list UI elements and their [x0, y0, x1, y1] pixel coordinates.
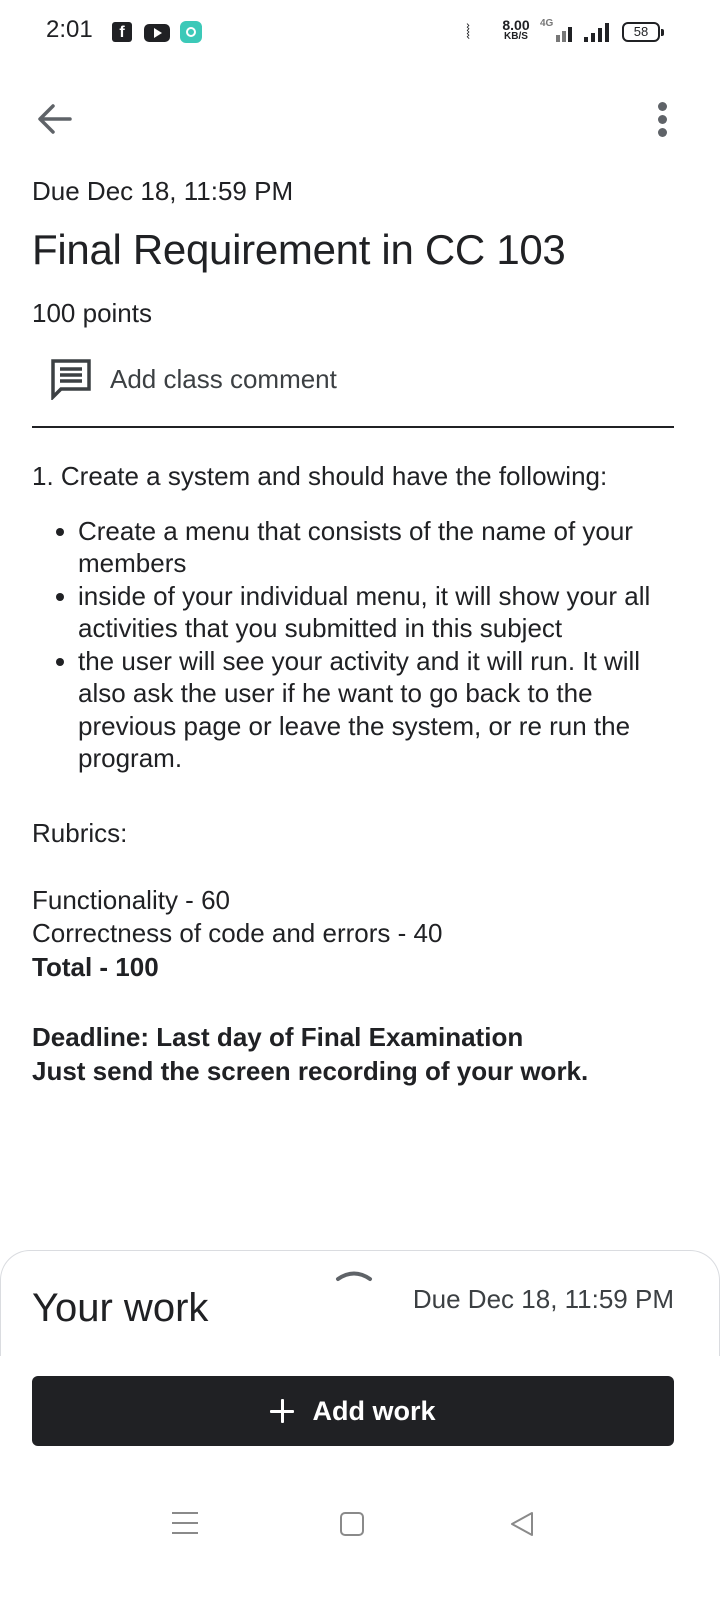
your-work-due: Due Dec 18, 11:59 PM: [412, 1284, 674, 1314]
recent-apps-button[interactable]: [172, 1510, 198, 1536]
list-item: inside of your individual menu, it will show your all activities that you submitted in this subject: [50, 580, 692, 645]
more-options-button[interactable]: [646, 96, 680, 142]
back-button[interactable]: [30, 96, 80, 142]
network-speed: [498, 18, 534, 42]
divider: [32, 426, 674, 428]
rubric-line: Correctness of code and errors - 40: [32, 918, 443, 948]
add-work-label: Add work: [312, 1395, 436, 1426]
rubric-total: Total - 100: [32, 952, 159, 982]
instruction-line: Just send the screen recording of your work.: [32, 1056, 589, 1086]
rubric-line: Functionality - 60: [32, 885, 230, 915]
facebook-icon: f: [112, 22, 132, 42]
add-class-comment-button[interactable]: [32, 352, 674, 410]
signal-icon: [550, 22, 576, 42]
deadline-line: Deadline: Last day of Final Examination: [32, 1022, 524, 1052]
status-time: 2:01: [46, 16, 93, 43]
rubric-lines: [32, 884, 442, 950]
points: 100 points: [32, 298, 152, 328]
network-speed-unit: KB/S: [504, 31, 528, 42]
app-notification-icon: [180, 21, 202, 43]
comment-icon: [50, 358, 92, 400]
home-button[interactable]: [340, 1512, 364, 1536]
add-work-button[interactable]: [32, 1376, 674, 1446]
due-date: Due Dec 18, 11:59 PM: [32, 176, 294, 206]
arrow-left-icon: [30, 96, 80, 142]
description-intro: 1. Create a system and should have the following:: [32, 461, 608, 491]
youtube-icon: [144, 24, 170, 42]
network-speed-value: 8.00: [502, 17, 530, 33]
description-list: [50, 515, 692, 775]
battery-icon: 58: [622, 22, 660, 42]
navigation-bar: [0, 1490, 720, 1560]
deadline-note: [32, 1020, 588, 1088]
list-item: the user will see your activity and it will run. It will also ask the user if he want to go back to the previous page or leave the system, or re run the program.: [50, 645, 692, 775]
rubrics-heading: Rubrics:: [32, 818, 128, 848]
nav-back-button[interactable]: [508, 1510, 536, 1538]
your-work-title: Your work: [32, 1286, 209, 1330]
add-class-comment-label: Add class comment: [110, 364, 337, 394]
network-type: 4G: [540, 18, 554, 29]
vibrate-icon: ⦚: [466, 20, 471, 44]
more-vert-icon: [658, 102, 667, 111]
list-item: Create a menu that consists of the name of your members: [50, 515, 692, 580]
chevron-up-icon[interactable]: [334, 1266, 374, 1282]
assignment-description: [32, 460, 692, 775]
plus-icon: [270, 1399, 294, 1423]
assignment-title: Final Requirement in CC 103: [32, 226, 566, 273]
signal-icon: [584, 22, 614, 42]
menu-icon: [172, 1512, 198, 1514]
status-bar: [0, 0, 720, 64]
